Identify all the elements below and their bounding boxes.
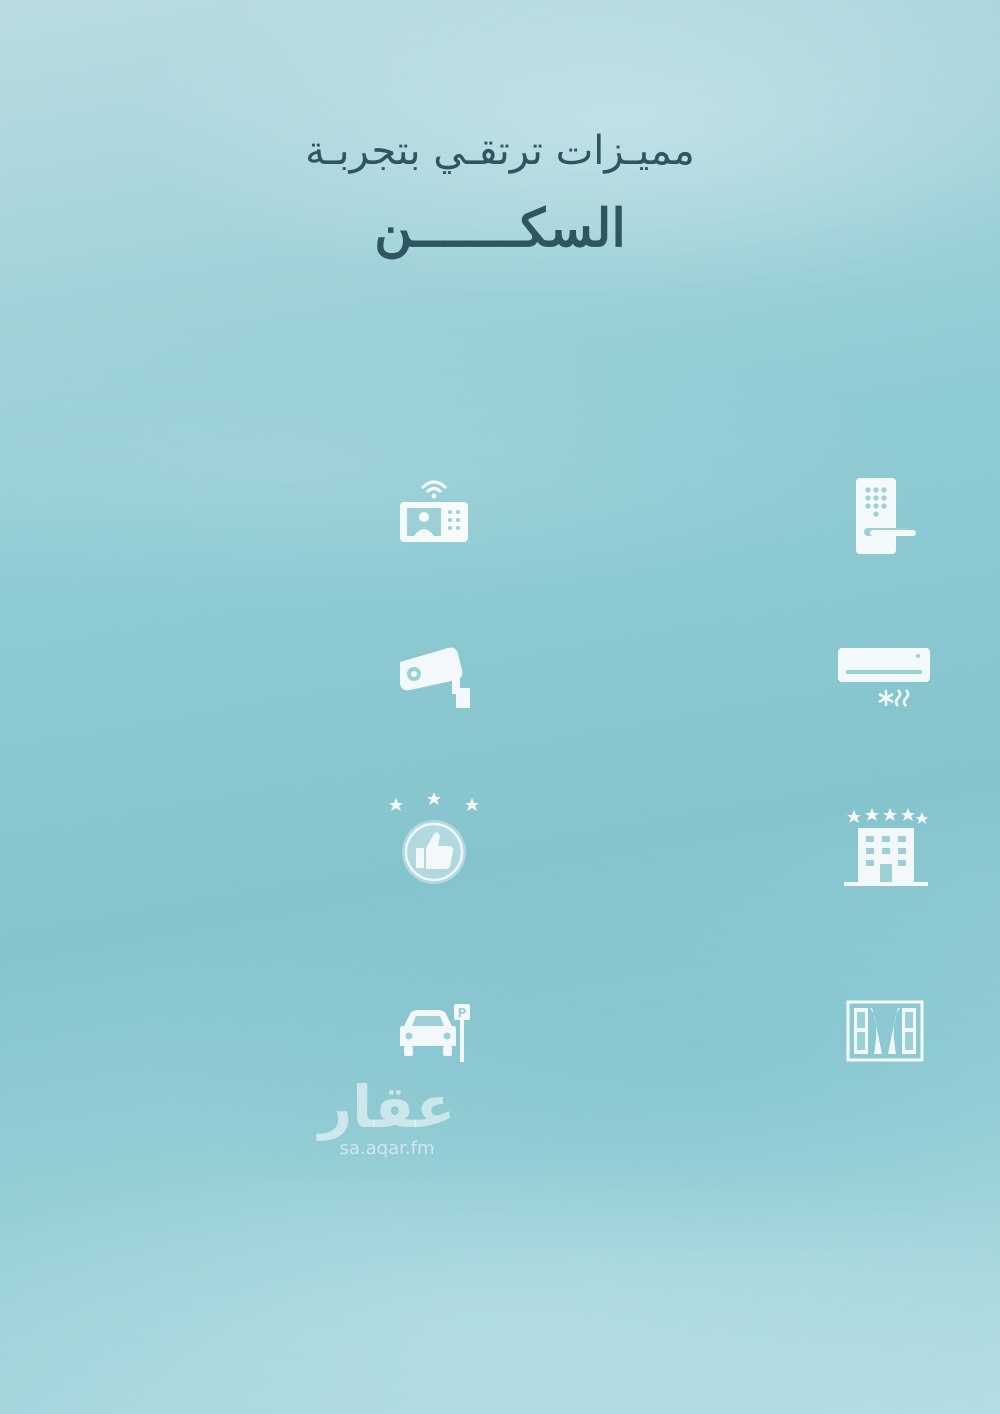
watermark-brand: عقار	[318, 1073, 456, 1141]
intercom-icon	[398, 474, 470, 546]
thumbs-up-stars-icon	[386, 790, 482, 890]
smart-lock-icon	[848, 476, 920, 558]
security-camera-icon	[396, 640, 474, 710]
aqar-watermark	[312, 1073, 462, 1159]
air-conditioner-icon	[836, 644, 932, 716]
car-parking-icon	[396, 1002, 476, 1064]
heading-line-2: السكـــــــن	[374, 198, 626, 259]
svg-text:P: P	[457, 1006, 467, 1020]
hotel-icon	[842, 806, 928, 888]
heading-line-1: مميـزات ترتقـي بتجربـة	[305, 128, 695, 174]
watermark-url: sa.aqar.fm	[339, 1138, 435, 1159]
window-curtains-icon	[846, 1000, 924, 1062]
